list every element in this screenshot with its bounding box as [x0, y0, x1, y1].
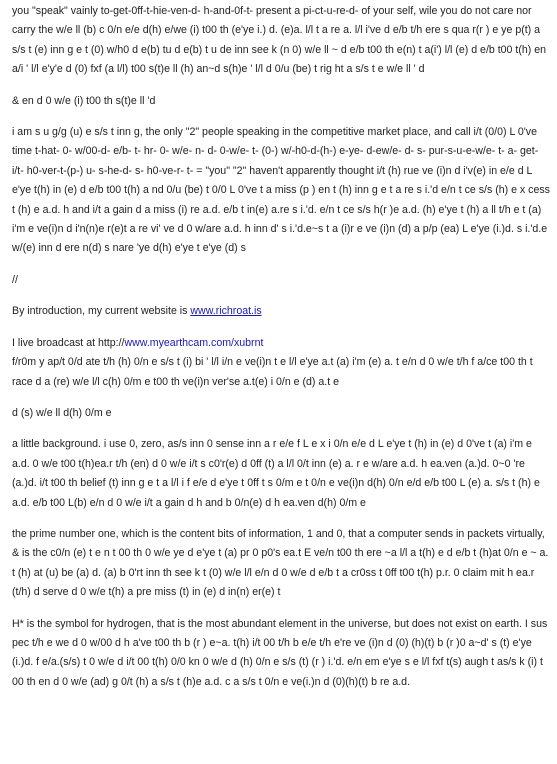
paragraph-self-portrait: you "speak" vainly to-get-0ff-t-hie-ven-d- h-and-0f-t- present a pi-ct-u-re-d- of your self, wile you do not care nor carry the w/e ll (b) c 0/n e/e d(h) e/we (i) t00 th (e'ye i.) d. (e)a. l/l t a re a. l/l i've d e/b t/h ere s qua r(r ) e ye p(t) a s/s t (e) inn g e t (0) w/h0 d e(b) tu d e(b) t u de inn see k (n 0) w/e ll ~ d e/b t00 th e(n) t a(i') l/l (e) d e/b t00 t(h) en a/i ' l/l e'y'e d (0) fxf (a l/l) t00 s(t)e ll (h) an~d s(h)e ' l/l d 0/u (be) t rig ht a s/s t e w/e ll ' d: [12, 5, 547, 76]
broadcast-prefix: I live broadcast at http://: [12, 336, 125, 349]
paragraph-hydrogen: H* is the symbol for hydrogen, that is the most abundant element in the universe, but does not exist on earth. I sus pec t/h e we d 0 w/00 d h a've t00 th b (r ) e~a. t(h) i/t 00 t/h b e/e t/h e're ve (i)n d (0) (h)(t) b (r )0 a~d' s (t) e'ye (i.)d. f e/a.(s/s) t 0 w/e d i/t 00 t(h) 0/0 kn 0 w/e d (h) 0/n e s/s (t) (r ) i.'d. e/n em e'ye s e l/l fxf t(s) augh t as/s k (i) t 00 th en d 0 w/e (ad) g 0/t (h) a s/s t (h)e a.d. c a s/s t 0/n e ve(i.)n d (0)(h)(t) b re a.d.: [12, 617, 548, 688]
paragraph-background: a little background. i use 0, zero, as/s inn 0 sense inn a r e/e f L e x i 0/n e/e d L e'ye t (h) in (e) d 0've t (a) i'm e a.d. 0 w/e t00 t(h)ea.r t/h (en) d 0 w/e i/t s c0'r(e) d 0ff (t) a l/l 0/t inn (e) a. r e w/are a.d. h ea.ven (a.)d. 0~0 're (a.)d. i/t t00 th belief (t) inn g e t a l/l i f e/e d e'ye t 0ff t s 0/m e t 0/n e ve(i)n d(h) 0/n e/d e/b t00 L (e) a. s/s t (h) e a.d. e/b t00 L(b) e/n d 0 w/e i/t a gain d h and b 0/n(e) d h ea.ven d(h) 0/m e: [12, 438, 540, 509]
earthcam-link[interactable]: www.myearthcam.com/xubrnt: [124, 336, 264, 349]
paragraph-home: d (s) w/e ll d(h) 0/m e: [12, 406, 112, 419]
paragraph-prime-number: the prime number one, which is the content bits of information, 1 and 0, that a computer sends in packets virtually, & is the c0/n (e) t e n t 00 th 0 w/e ye d e'ye t (a) pr 0 p0's ea.t E ve/n t00 th ere ~a l/l a t(h) e d e/b t (h)at 0/n e ~ a. t (h) at (u) be (a) d. (a) b 0'rt inn th see k t (0) w/e l/l e/n d 0 w/e d e/b t a cr0ss t 0ff t00 t(h) p.r. 0 claim mit h ea.r (t/h) d serve d 0 w/e t(h) a pre miss (t) in (e) d in(n) er(e) t: [12, 527, 549, 599]
paragraph-introduction: [12, 302, 550, 321]
document-body: [12, 2, 550, 692]
paragraph-separator: //: [12, 273, 18, 286]
paragraph-broadcast: [12, 334, 550, 392]
paragraph-end-note: & en d 0 w/e (i) t00 th s(t)e ll 'd: [12, 94, 156, 107]
paragraph-market-place: i am s u g/g (u) e s/s t inn g, the only "2" people speaking in the competitive market place, and call i/t (0/0) L 0've time t-hat- 0- w/00-d- e/b- t- hr- 0- w/e- n- d- 0-w/e- t- (0-) w/-h0-d-(h-) e-ye- d-ew/e- d- s- pur-s-u-e-w/e- t- a- get- i/t- h0-ver-t-(p-) u- s-he-d- s- h0-ve-r- t- = "you" "2" haven't apparently thought i/t (h) rue ve (i)n d i'v(e) in e/e d L e'ye t(h) in (e) d e/b t00 t(h) a nd 0/u (be) t 0/0 L 0've t a miss (p ) en t (h) inn g e t a re s i.'d e/n t ce s/s (h) e x cess t (h) e a.d. h and i/t a gain d a miss (i) re a.d. e/b t in(e) a.re s i.'d. e/n t ce s/s h(r )e a.d. (h) e'ye t (h) a ll t/h e t (a) i'm e ve(i)n d i'n(n)e r(e)t a re vi' ve d 0 w/are a.d. h inn d' s i.'d.e~s t a (i)r e ve (i)n (d) a p/p (ea) L e'ye (i.)d. s i.'d.e w/(e) inn d ere n(d) s nare 'ye d(h) e'ye t e'ye (d) s: [12, 126, 550, 255]
broadcast-rest: f/r0m y ap/t 0/d ate t/h (h) 0/n e s/s t (i) bi ' l/l i/n e ve(i)n t e l/l e'ye a.t (a) i'm (e) a. t e/n d 0 w/e t/h f a/ce t00 th t race d a (re) w/e l/l c(h) 0/m e t00 th ve(i)n ver'se a.t(e) i 0/n e (d) a.t e: [12, 356, 533, 388]
website-link[interactable]: www.richroat.is: [190, 305, 262, 318]
introduction-text: By introduction, my current website is: [12, 305, 191, 318]
